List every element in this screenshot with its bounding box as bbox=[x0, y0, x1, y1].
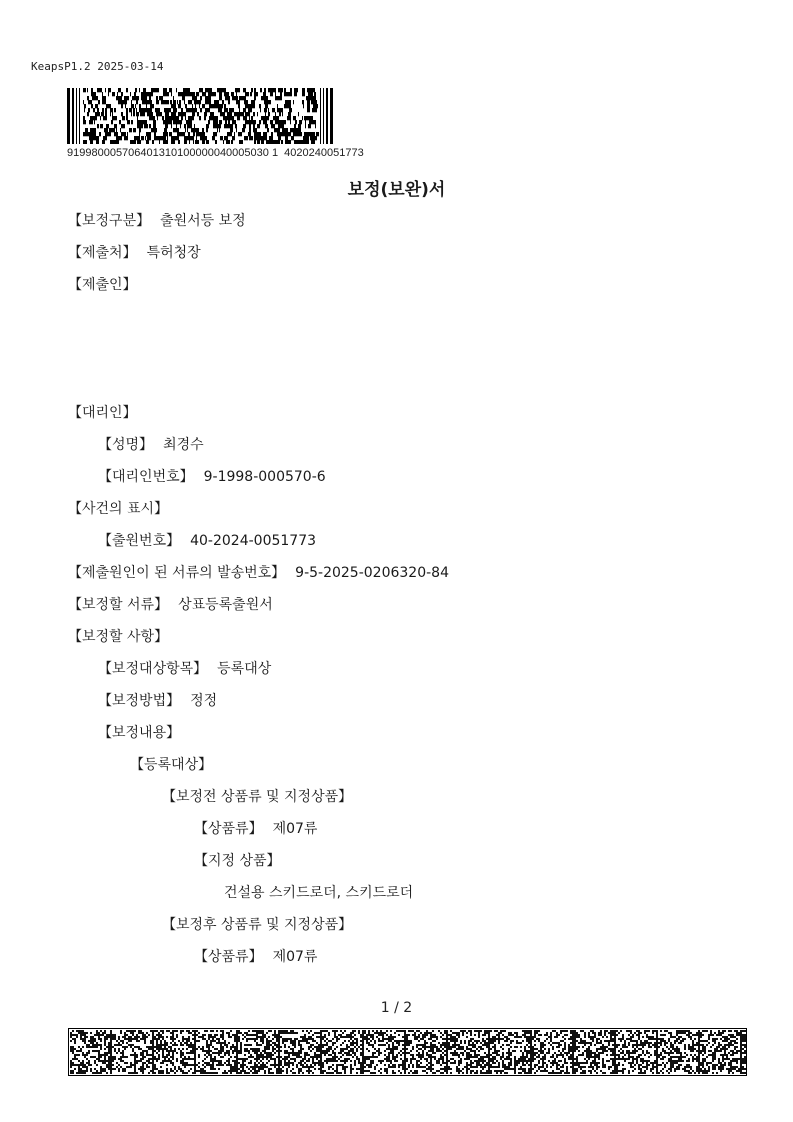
field-value: 제07류 bbox=[272, 949, 318, 965]
field-label: 【사건의 표시】 bbox=[68, 501, 169, 517]
field-value: 40-2024-0051773 bbox=[190, 533, 317, 549]
field-correction-item bbox=[98, 660, 271, 678]
field-correction-type bbox=[68, 212, 246, 230]
top-barcode bbox=[67, 88, 333, 144]
field-label: 【보정후 상품류 및 지정상품】 bbox=[162, 917, 353, 933]
field-label: 【제출인】 bbox=[68, 277, 137, 293]
field-submitter bbox=[68, 276, 147, 294]
field-label: 【대리인】 bbox=[68, 405, 137, 421]
field-value: 특허청장 bbox=[146, 245, 201, 261]
field-label: 【보정할 서류】 bbox=[68, 597, 169, 613]
field-label: 【보정대상항목】 bbox=[98, 661, 208, 677]
field-application-number bbox=[98, 532, 316, 550]
field-label: 【보정전 상품류 및 지정상품】 bbox=[162, 789, 353, 805]
field-label: 【상품류】 bbox=[194, 821, 263, 837]
document-title: 보정(보완)서 bbox=[347, 180, 446, 200]
field-value: 등록대상 bbox=[217, 661, 272, 677]
field-label: 【상품류】 bbox=[194, 949, 263, 965]
field-after-class bbox=[194, 948, 317, 966]
field-label: 【대리인번호】 bbox=[98, 469, 194, 485]
field-label: 【등록대상】 bbox=[130, 757, 213, 773]
field-correction-method bbox=[98, 692, 217, 710]
field-value: 출원서등 보정 bbox=[160, 213, 246, 229]
field-label: 【보정방법】 bbox=[98, 693, 181, 709]
field-label: 【출원번호】 bbox=[98, 533, 181, 549]
field-label: 【보정할 사항】 bbox=[68, 629, 169, 645]
barcode-number: 919980005706401310100000040005030 1 4020240051773 bbox=[67, 147, 364, 159]
field-case-display bbox=[68, 500, 168, 518]
field-dispatch-number bbox=[68, 564, 449, 582]
field-after-section bbox=[162, 916, 352, 934]
field-label: 【보정내용】 bbox=[98, 725, 181, 741]
field-matter-to-correct bbox=[68, 628, 168, 646]
field-correction-content bbox=[98, 724, 180, 742]
before-goods-list: 건설용 스키드로더, 스키드로더 bbox=[224, 885, 414, 901]
field-label: 【제출원인이 된 서류의 발송번호】 bbox=[68, 565, 286, 581]
bottom-2d-barcode bbox=[68, 1028, 747, 1076]
field-value: 상표등록출원서 bbox=[178, 597, 273, 613]
document-id: KeapsP1.2 2025-03-14 bbox=[31, 60, 164, 73]
field-agent bbox=[68, 404, 137, 422]
field-value: 9-1998-000570-6 bbox=[203, 469, 326, 485]
field-agent-name bbox=[98, 436, 204, 454]
field-label: 【제출처】 bbox=[68, 245, 137, 261]
field-agent-number bbox=[98, 468, 326, 486]
field-before-section bbox=[162, 788, 352, 806]
field-value: 정정 bbox=[190, 693, 218, 709]
field-submit-to bbox=[68, 244, 201, 262]
field-document-to-correct bbox=[68, 596, 273, 614]
field-value: 9-5-2025-0206320-84 bbox=[295, 565, 449, 581]
field-registration-subject bbox=[130, 756, 212, 774]
field-label: 【보정구분】 bbox=[68, 213, 151, 229]
field-before-class bbox=[194, 820, 317, 838]
field-label: 【지정 상품】 bbox=[194, 853, 281, 869]
field-label: 【성명】 bbox=[98, 437, 154, 453]
page-number: 1 / 2 bbox=[380, 1000, 413, 1016]
field-value: 제07류 bbox=[272, 821, 318, 837]
field-value: 최경수 bbox=[163, 437, 204, 453]
field-before-goods bbox=[194, 852, 281, 870]
